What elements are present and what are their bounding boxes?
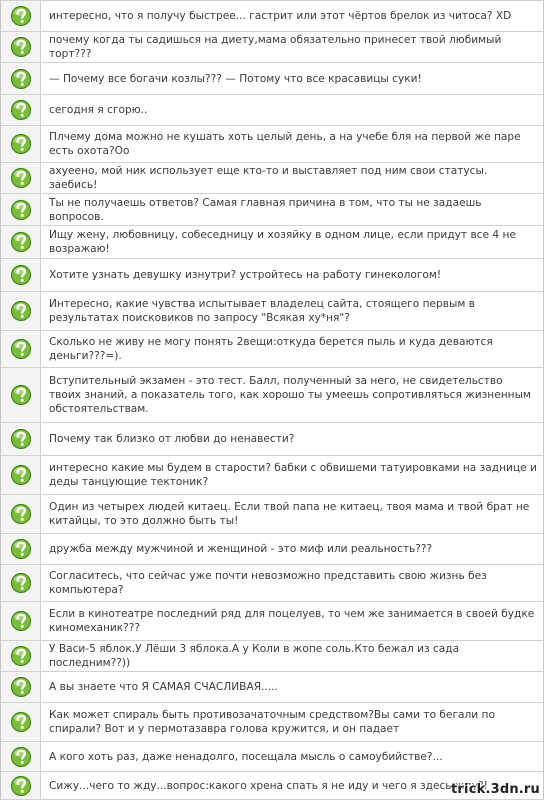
question-mark-icon — [10, 610, 32, 632]
icon-cell — [1, 641, 41, 671]
list-item — [1, 291, 543, 330]
list-item — [1, 741, 543, 771]
status-text-cell — [41, 1, 543, 31]
site-watermark: trick.3dn.ru — [451, 782, 540, 797]
icon-cell — [1, 368, 41, 422]
list-item — [1, 640, 543, 671]
icon-cell — [1, 423, 41, 455]
status-text: Плчему дома можно не кушать хоть целый день, а на учебе бля на первой же паре есть охота?Оо — [49, 131, 521, 157]
question-mark-icon — [10, 199, 32, 221]
status-text: У Васи-5 яблок.У Лёши 3 яблока.А у Коли в жопе соль.Кто бежал из сада последним??)) — [49, 643, 460, 669]
status-text-cell — [41, 641, 543, 671]
question-mark-icon — [10, 338, 32, 360]
icon-cell — [1, 292, 41, 330]
icon-cell — [1, 495, 41, 533]
question-mark-icon — [10, 711, 32, 733]
status-text-cell — [41, 126, 543, 162]
icon-cell — [1, 672, 41, 702]
status-text: Если в кинотеатре последний ряд для поцелуев, то чем же занимается в своей будке киномеханик??? — [49, 608, 535, 634]
list-item — [1, 455, 543, 494]
question-mark-icon — [10, 464, 32, 486]
status-text-cell — [41, 95, 543, 125]
status-text-cell — [41, 495, 543, 533]
status-text-cell — [41, 226, 543, 258]
list-item — [1, 564, 543, 601]
status-text: почему когда ты садишься на диету,мама обязательно принесет твой любимый торт??? — [49, 34, 502, 60]
list-item — [1, 494, 543, 533]
icon-cell — [1, 259, 41, 291]
question-mark-icon — [10, 300, 32, 322]
status-text: интересно, что я получу быстрее... гастрит или этот чёртов брелок из читоса? XD — [49, 10, 512, 22]
status-text-cell — [41, 163, 543, 193]
list-item — [1, 225, 543, 258]
status-text: Ищу жену, любовницу, собеседницу и хозяйку в одном лице, если придут все 4 не возражаю! — [49, 229, 516, 255]
status-text: А вы знаете что Я САМАЯ СЧАСЛИВАЯ..... — [49, 681, 278, 693]
icon-cell — [1, 602, 41, 640]
status-text-cell — [41, 423, 543, 455]
status-text: дружба между мужчиной и женщиной - это миф или реальность??? — [49, 543, 433, 555]
icon-cell — [1, 534, 41, 564]
status-text-cell — [41, 194, 543, 225]
status-text-cell — [41, 672, 543, 702]
question-mark-icon — [10, 775, 32, 797]
list-item — [1, 671, 543, 702]
status-text: Сколько не живу не могу понять 2вещи:откуда берется пыль и куда деваются деньги???=). — [49, 336, 493, 362]
status-text: Почему так близко от любви до ненавести? — [49, 433, 295, 445]
icon-cell — [1, 456, 41, 494]
question-mark-icon — [10, 645, 32, 667]
icon-cell — [1, 1, 41, 31]
list-item — [1, 162, 543, 193]
question-mark-icon — [10, 99, 32, 121]
list-item — [1, 193, 543, 225]
question-mark-icon — [10, 231, 32, 253]
list-item — [1, 94, 543, 125]
icon-cell — [1, 703, 41, 741]
status-text-cell — [41, 368, 543, 422]
status-text-cell — [41, 602, 543, 640]
list-item — [1, 702, 543, 741]
status-text: Ты не получаешь ответов? Самая главная причина в том, что ты не задаешь вопросов. — [49, 196, 482, 223]
status-text: Вступительный экзамен - это тест. Балл, полученный за него, не свидетельство твоих знаний, а показатель того, как хорошо ты умеешь сопротивляться жизненным обстоятельствам. — [49, 375, 531, 415]
status-text: Как может спираль быть противозачаточным средством?Вы сами то бегали по спирали? Вот и у пермотазавра голова кружится, и он падает — [49, 709, 495, 735]
question-mark-icon — [10, 133, 32, 155]
list-item — [1, 601, 543, 640]
question-mark-icon — [10, 428, 32, 450]
list-item — [1, 330, 543, 367]
status-text-cell — [41, 565, 543, 601]
list-item — [1, 533, 543, 564]
icon-cell — [1, 163, 41, 193]
status-text: Хотите узнать девушку изнутри? устройтесь на работу гинекологом! — [49, 269, 442, 281]
status-text-cell — [41, 456, 543, 494]
icon-cell — [1, 63, 41, 94]
status-text: интересно какие мы будем в старости? бабки с обвишеми татуировками на заднице и деды танцующие тектоник? — [49, 462, 537, 488]
icon-cell — [1, 95, 41, 125]
status-text-cell — [41, 703, 543, 741]
question-mark-icon — [10, 538, 32, 560]
status-text: А кого хоть раз, даже ненадолго, посещала мысль о самоубийстве?... — [49, 750, 443, 763]
icon-cell — [1, 772, 41, 799]
question-mark-icon — [10, 167, 32, 189]
status-text-cell — [41, 63, 543, 94]
status-text: Согласитесь, что сейчас уже почти невозможно представить свою жизнь без компьютера? — [49, 570, 487, 596]
list-item — [1, 422, 543, 455]
status-text-cell — [41, 742, 543, 771]
status-text: — Почему все богачи козлы??? — Потому что все красавицы суки! — [49, 72, 422, 85]
status-text: Сижу...чего то жду...вопрос:какого хрена спать я не иду и чего я здесь жду?! — [49, 779, 488, 792]
list-item — [1, 367, 543, 422]
list-item — [1, 62, 543, 94]
question-mark-icon — [10, 676, 32, 698]
icon-cell — [1, 331, 41, 367]
icon-cell — [1, 32, 41, 62]
icon-cell — [1, 194, 41, 225]
question-mark-icon — [10, 572, 32, 594]
status-text-cell — [41, 259, 543, 291]
question-mark-icon — [10, 36, 32, 58]
question-mark-icon — [10, 68, 32, 90]
question-mark-icon — [10, 384, 32, 406]
status-text: Один из четырех людей китаец. Если твой папа не китаец, твоя мама и твой брат не китайцы, то это должно быть ты! — [49, 501, 530, 527]
status-text: Интересно, какие чувства испытывает владелец сайта, стоящего первым в результатах поисковиков по запросу "Всякая ху*ня"? — [49, 298, 475, 324]
question-mark-icon — [10, 264, 32, 286]
status-text: ахуеено, мой ник использует еще кто-то и выставляет под ним свои статусы. заебись! — [49, 165, 488, 191]
icon-cell — [1, 742, 41, 771]
status-text: сегодня я сгорю.. — [49, 104, 148, 116]
icon-cell — [1, 126, 41, 162]
list-item — [1, 31, 543, 62]
list-item — [1, 125, 543, 162]
question-mark-icon — [10, 5, 32, 27]
status-text-cell — [41, 534, 543, 564]
status-text-cell — [41, 292, 543, 330]
status-text-cell — [41, 331, 543, 367]
list-item — [1, 258, 543, 291]
icon-cell — [1, 226, 41, 258]
icon-cell — [1, 565, 41, 601]
question-mark-icon — [10, 746, 32, 768]
status-text-cell — [41, 32, 543, 62]
list-item — [1, 0, 543, 31]
question-mark-icon — [10, 503, 32, 525]
